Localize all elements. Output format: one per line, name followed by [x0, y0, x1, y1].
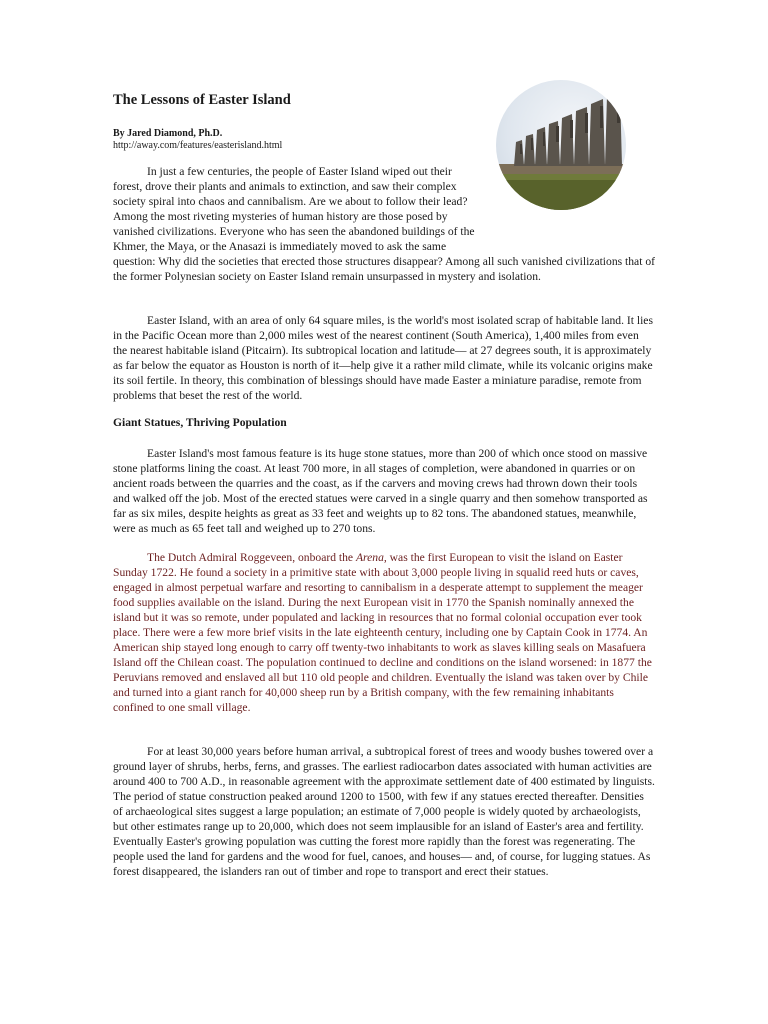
history-text-a: The Dutch Admiral Roggeveen, onboard the: [147, 551, 356, 564]
history-paragraph: [113, 550, 655, 715]
intro-paragraph: [113, 164, 655, 284]
forest-paragraph: For at least 30,000 years before human arrival, a subtropical forest of trees and woody bushes towered over a ground layer of shrubs, herbs, ferns, and grasses. The earliest radiocarbon dates associated with human activities are around 400 to 700 A.D., in reasonable agreement with the approximate settlement date of 400 estimated by linguists. The period of statue construction peaked around 1200 to 1500, with few if any statues erected thereafter. Densities of archaeological sites suggest a large population; an estimate of 7,000 people is widely quoted by archaeologists, but other estimates range up to 20,000, which does not seem implausible for an island of Easter's area and fertility. Eventually Easter's growing population was cutting the forest more rapidly than the forest was regenerating. The people used the land for gardens and the wood for fuel, canoes, and houses— and, of course, for lugging statues. As forest disappeared, the islanders ran out of timber and rope to transport and erect their statues.: [113, 745, 655, 878]
geography-paragraph: Easter Island, with an area of only 64 square miles, is the world's most isolated scrap of habitable land. It lies in the Pacific Ocean more than 2,000 miles west of the nearest continent (South America), 1,400 miles from even the nearest habitable island (Pitcairn). Its subtropical location and latitude— at 27 degrees south, it is approximately as far below the equator as Houston is north of it—help give it a rather mild climate, while its volcanic origins make its soil fertile. In theory, this combination of blessings should have made Easter a miniature paradise, remote from problems that beset the rest of the world.: [113, 314, 653, 402]
source-url: http://away.com/features/easterisland.html: [113, 140, 283, 151]
intro-text: In just a few centuries, the people of Easter Island wiped out their forest, drove their plants and animals to extinction, and saw their complex society spiral into chaos and cannibalism. Are we about to follow their lead? Among the most riveting mysteries of human history are those posed by vanished civilizations. Everyone who has seen the abandoned buildings of the Khmer, the Maya, or the Anasazi is immediately moved to ask the same question: Why did the societies that erected those structures disappear? Among all such vanished civilizations that of the former Polynesian society on Easter Island remain unsurpassed in mystery and isolation.: [113, 165, 655, 283]
ship-name: Arena,: [355, 551, 387, 564]
history-text-b: was the first European to visit the island on Easter Sunday 1722. He found a society in a primitive state with about 3,000 people living in squalid reed huts or caves, engaged in almost perpetual warfare and resorting to cannibalism in a desperate attempt to supplement the meager food supplies available on the island. During the next European visit in 1770 the Spanish nominally annexed the island but it was so remote, under populated and lacking in resources that no formal colonial occupation ever took place. There were a few more brief visits in the late eighteenth century, including one by Captain Cook in 1774. An American ship stayed long enough to carry off twenty-two inhabitants to work as slaves killing seals on Masafuera Island off the Chilean coast. The population continued to decline and conditions on the island worsened: in 1877 the Peruvians removed and enslaved all but 110 old people and children. Eventually the island was taken over by Chile and turned into a giant ranch for 40,000 sheep run by a British company, with the few remaining inhabitants confined to one small village.: [113, 551, 652, 714]
article-title: The Lessons of Easter Island: [113, 92, 291, 108]
author-byline: By Jared Diamond, Ph.D.: [113, 128, 223, 139]
section-heading: Giant Statues, Thriving Population: [113, 416, 287, 429]
image-wrap-space: [475, 164, 655, 244]
statues-paragraph: Easter Island's most famous feature is its huge stone statues, more than 200 of which once stood on massive stone platforms lining the coast. At least 700 more, in all stages of completion, were abandoned in quarries or on ancient roads between the quarries and the coast, as if the carvers and moving crews had thrown down their tools and walked off the job. Most of the erected statues were carved in a single quarry and then somehow transported as far as six miles, despite heights as great as 33 feet and weights up to 82 tons. The abandoned statues, meanwhile, were as much as 65 feet tall and weighed up to 270 tons.: [113, 447, 648, 535]
